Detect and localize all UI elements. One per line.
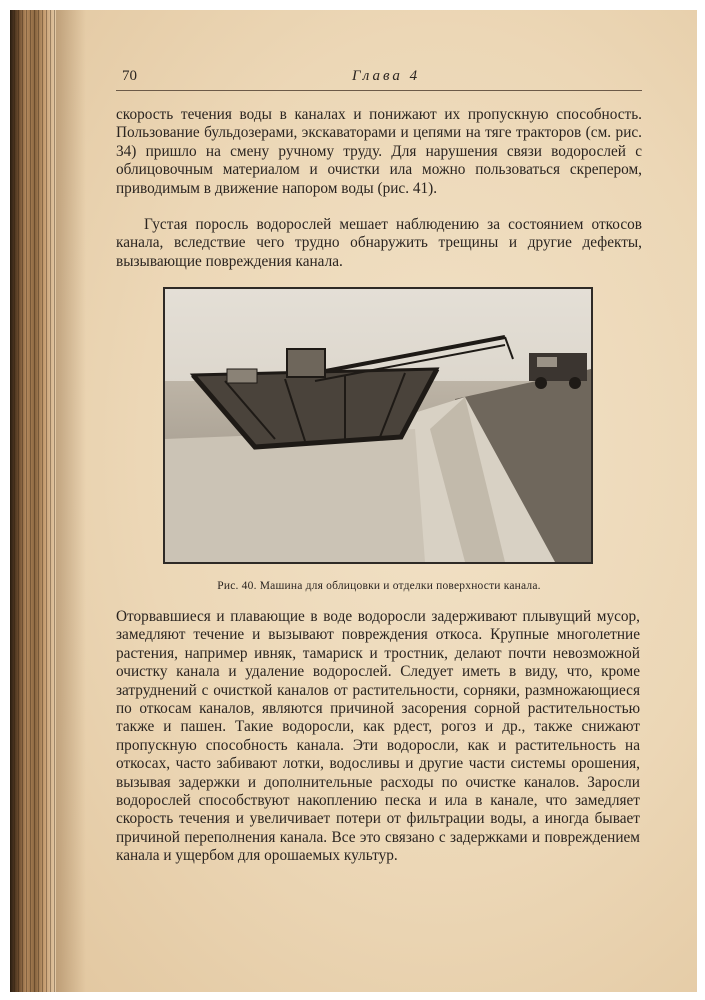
field-left [165, 429, 425, 562]
paragraph-3: Оторвавшиеся и плавающие в воде водоросли задерживают плывущий мусор, замедляют течение и вызывают повреждения откоса. Крупные многолетние растения, например ивняк, тамариск и тростник, делают почти невозможной очистку канала и удаление водорослей. Следует иметь в виду, что, кроме затруднений с очисткой каналов от растительности, сорняки, размножающиеся по откосам каналов, являются причиной засорения сорной растительностью также и пашен. Такие водоросли, как рдест, рогоз и др., также снижают пропускную способность канала. Эти водоросли, как и растительность на откосах, часто забивают лотки, водосливы и другие части системы орошения, вызывая задержки и дополнительные расходы по очистке каналов. Заросли водорослей способствуют накоплению песка и ила в канале, что замедляет скорость течения и увеличивает потери от фильтрации воды, а иногда бывает причиной переполнения канала. Все это связано с задержками и повреждением канала и ущербом для орошаемых культур. [116, 608, 640, 865]
canal-machine-photo [165, 289, 591, 562]
page-header [116, 64, 642, 88]
paragraph-1: скорость течения воды в каналах и понижают их пропускную способность. Пользование бульдозерами, экскаваторами и цепями на тяге тракторов (см. рис. 34) пришло на смену ручному труду. Для нарушения связи водорослей с облицовочным материалом и очистки ила можно пользоваться скрепером, приводимым в движение напором воды (рис. 41). [116, 106, 642, 197]
binding-shadow [56, 10, 86, 992]
figure-photo [163, 287, 593, 564]
paragraph-2: Густая поросль водорослей мешает наблюдению за состоянием откосов канала, вследствие чего трудно обнаружить трещины и другие дефекты, вызывающие повреждения канала. [116, 216, 642, 270]
running-title: Глава 4 [352, 68, 421, 84]
header-rule [116, 90, 642, 91]
book-page-edges [10, 10, 56, 992]
figure-caption: Рис. 40. Машина для облицовки и отделки поверхности канала. [217, 580, 541, 592]
page-number: 70 [122, 68, 137, 84]
